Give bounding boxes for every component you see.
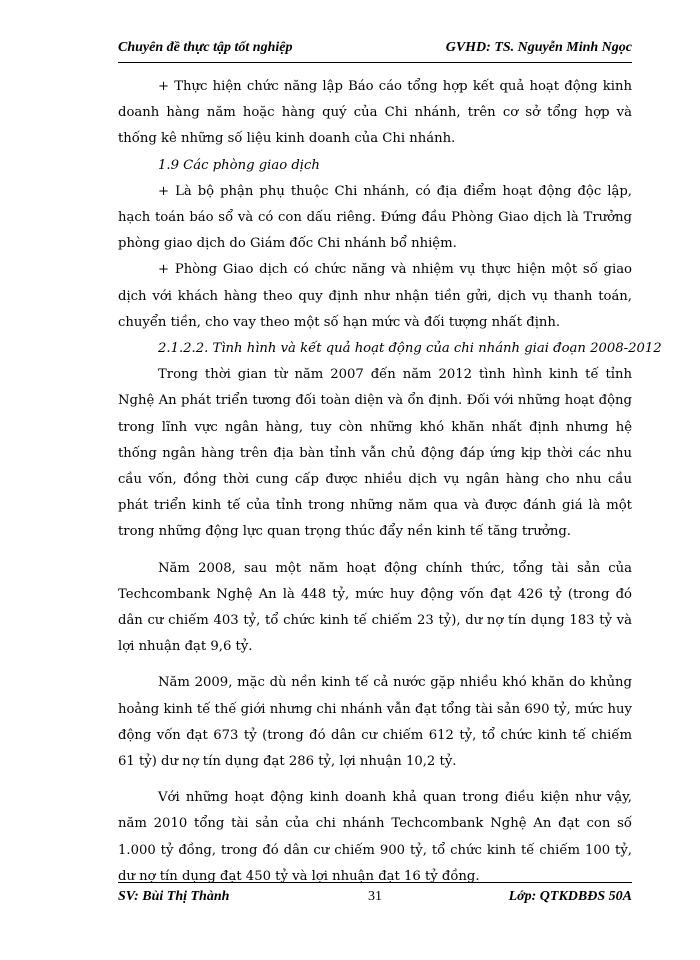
paragraph-transaction-office-role: + Là bộ phận phụ thuộc Chi nhánh, có địa điểm hoạt động độc lập, hạch toán báo sổ và có con dấu riêng. Đứng đầu Phòng Giao dịch là Trưởng phòng giao dịch do Giám đốc Chi nhánh bổ nhiệm. <box>118 183 632 252</box>
header-left-title: Chuyên đề thực tập tốt nghiệp <box>118 40 293 55</box>
document-body <box>118 74 662 890</box>
page-footer <box>118 882 632 909</box>
header-supervisor: GVHD: TS. Nguyễn Minh Ngọc <box>445 40 632 55</box>
paragraph-year-2008: Năm 2008, sau một năm hoạt động chính thức, tổng tài sản của Techcombank Nghệ An là 448 tỷ, mức huy động vốn đạt 426 tỷ (trong đó dân cư chiếm 403 tỷ, tổ chức kinh tế chiếm 23 tỷ), dư nợ tín dụng 183 tỷ và lợi nhuận đạt 9,6 tỷ. <box>118 560 632 655</box>
paragraph-transaction-office-duties: + Phòng Giao dịch có chức năng và nhiệm vụ thực hiện một số giao dịch với khách hàng theo quy định như nhận tiền gửi, dịch vụ thanh toán, chuyển tiền, cho vay theo một số hạn mức và đối tượng nhất định. <box>118 262 632 330</box>
paragraph-report-function: + Thực hiện chức năng lập Báo cáo tổng hợp kết quả hoạt động kinh doanh hàng năm hoặc hàng quý của Chi nhánh, trên cơ sở tổng hợp và thống kê những số liệu kinh doanh của Chi nhánh. <box>118 79 632 147</box>
footer-class: Lớp: QTKDBĐS 50A <box>508 889 632 904</box>
section-heading-performance: 2.1.2.2. Tình hình và kết quả hoạt động của chi nhánh giai đoạn 2008-2012 <box>158 341 662 357</box>
footer-student: SV: Bùi Thị Thành <box>118 889 230 904</box>
page-number: 31 <box>368 889 382 904</box>
paragraph-economic-context: Trong thời gian từ năm 2007 đến năm 2012 tình hình kinh tế tỉnh Nghệ An phát triển tương đối toàn diện và ổn định. Đối với những hoạt động trong lĩnh vực ngân hàng, tuy còn những khó khăn nhất định nhưng hệ thống ngân hàng trên địa bàn tỉnh vẫn chủ động đáp ứng kịp thời các nhu cầu vốn, đồng thời cung cấp được nhiều dịch vụ ngân hàng cho nhu cầu phát triển kinh tế của tỉnh trong những năm qua và được đánh giá là một trong những động lực quan trọng thúc đẩy nền kinh tế tăng trưởng. <box>118 367 632 540</box>
paragraph-year-2009: Năm 2009, mặc dù nền kinh tế cả nước gặp nhiều khó khăn do khủng hoảng kinh tế thế giới nhưng chi nhánh vẫn đạt tổng tài sản 690 tỷ, mức huy động vốn đạt 673 tỷ (trong đó dân cư chiếm 612 tỷ, tổ chức kinh tế chiếm 61 tỷ) dư nợ tín dụng đạt 286 tỷ, lợi nhuận 10,2 tỷ. <box>118 675 632 770</box>
section-heading-transaction-offices: 1.9 Các phòng giao dịch <box>158 157 320 173</box>
page-header <box>118 40 632 63</box>
paragraph-year-2010: Với những hoạt động kinh doanh khả quan trong điều kiện như vậy, năm 2010 tổng tài sản của chi nhánh Techcombank Nghệ An đạt con số 1.000 tỷ đồng, trong đó dân cư chiếm 900 tỷ, tổ chức kinh tế chiếm 100 tỷ, dư nợ tín dụng đạt 450 tỷ và lợi nhuận đạt 16 tỷ đồng. <box>118 790 632 884</box>
